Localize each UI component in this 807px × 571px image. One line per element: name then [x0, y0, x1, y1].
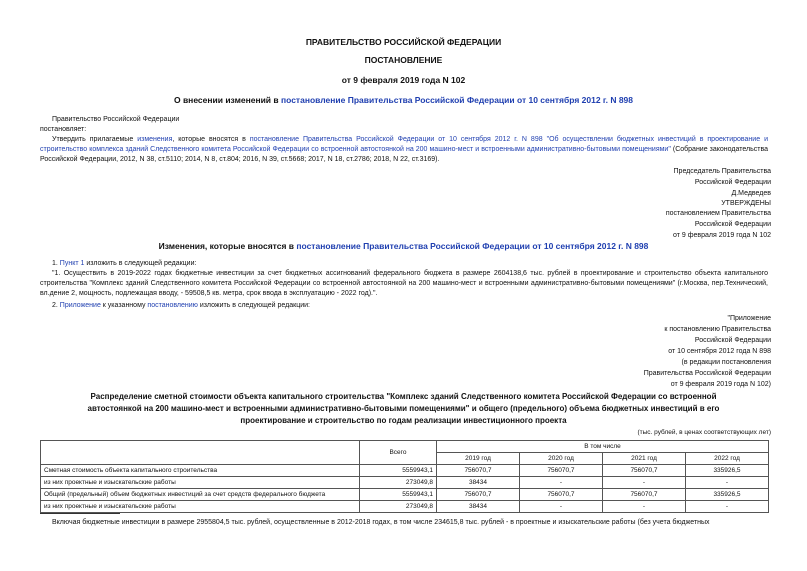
document-title — [0, 95, 807, 105]
units-note: (тыс. рублей, в ценах соответствующих лет) — [637, 429, 771, 436]
row-year-value: 335926,5 — [686, 465, 769, 477]
preamble-line-1: Правительство Российской Федерации — [52, 116, 180, 123]
row-year-value: - — [686, 477, 769, 489]
table-header-year: 2019 год — [437, 453, 520, 465]
table-header-total: Всего — [360, 441, 437, 465]
change-item-1: 1. Пункт 1 изложить в следующей редакции: — [52, 260, 197, 267]
appendix-line-2: к постановлению Правительства — [664, 326, 771, 333]
resolution-ref-link[interactable]: постановлению — [147, 302, 198, 309]
approved-line-4: от 9 февраля 2019 года N 102 — [673, 232, 771, 239]
row-total: 5559943,1 — [360, 465, 437, 477]
changes-link[interactable]: изменения — [137, 136, 173, 143]
row-year-value: 756070,7 — [520, 489, 603, 501]
table-row — [41, 465, 769, 477]
row-year-value: 756070,7 — [437, 489, 520, 501]
table-row — [41, 489, 769, 501]
appendix-line-1: "Приложение — [727, 315, 771, 322]
item1-link[interactable]: Пункт 1 — [59, 260, 85, 267]
signature-name: Д.Медведев — [731, 190, 771, 197]
appendix-line-6: Правительства Российской Федерации — [643, 370, 771, 377]
changes-title: Изменения, которые вносятся в постановление Правительства Российской Федерации от 10 сентября 2012 г. N 898 — [158, 241, 649, 251]
table-row — [41, 501, 769, 513]
appendix-line-7: от 9 февраля 2019 года N 102) — [670, 381, 771, 388]
appendix-link[interactable]: Приложение — [59, 302, 101, 309]
row-year-value: 756070,7 — [603, 465, 686, 477]
footnote: Включая бюджетные инвестиции в размере 2955804,5 тыс. рублей, осуществленные в 2012-2018 годах, в том числе 234615,8 тыс. рублей - в проектные и изыскательские работы (без учета бюджетных — [52, 519, 710, 526]
resolution-link[interactable]: постановление Правительства Российской Федерации от 10 сентября 2012 г. N 898 "Об осуществлении бюджетных инвестиций в проектирование и строительство комплекса зданий Следственного комитета Российской Федерации со встроенной автостоянкой на 200 машино-мест и встроенными административно-бытовыми помещениями" — [40, 136, 768, 153]
approved-line-1: УТВЕРЖДЕНЫ — [721, 200, 771, 207]
row-year-value: 756070,7 — [603, 489, 686, 501]
row-year-value: - — [520, 501, 603, 513]
row-year-value: - — [603, 501, 686, 513]
row-total: 273049,8 — [360, 477, 437, 489]
row-year-value: 756070,7 — [437, 465, 520, 477]
row-year-value: - — [520, 477, 603, 489]
approved-line-2: постановлением Правительства — [665, 210, 771, 217]
table-header-empty — [41, 441, 360, 465]
signature-line-2: Российской Федерации — [694, 179, 771, 186]
preamble-line-2: постановляет: — [40, 126, 87, 133]
row-year-value: 38434 — [437, 501, 520, 513]
table-header-including: В том числе — [437, 441, 769, 453]
row-year-value: 38434 — [437, 477, 520, 489]
approved-line-3: Российской Федерации — [694, 221, 771, 228]
table-header-year: 2022 год — [686, 453, 769, 465]
title-link[interactable]: постановление Правительства Российской Федерации от 10 сентября 2012 г. N 898 — [280, 95, 634, 105]
row-year-value: - — [686, 501, 769, 513]
government-heading: ПРАВИТЕЛЬСТВО РОССИЙСКОЙ ФЕДЕРАЦИИ — [305, 37, 502, 47]
row-year-value: 756070,7 — [520, 465, 603, 477]
distribution-title: Распределение сметной стоимости объекта капитального строительства "Комплекс зданий Следственного комитета Российской Федерации со встроенной автостоянкой на 200 машино-мест и встроенными административно-бытовыми помещениями" и общего (предельного) объема бюджетных инвестиций в его проектирование и строительство по годам реализации инвестиционного проекта — [87, 392, 720, 425]
row-year-value: 335926,5 — [686, 489, 769, 501]
signature-line-1: Председатель Правительства — [673, 168, 771, 175]
table-row — [41, 477, 769, 489]
table-header-year: 2021 год — [603, 453, 686, 465]
row-label: из них проектные и изыскательские работы — [41, 477, 360, 489]
appendix-line-4: от 10 сентября 2012 года N 898 — [668, 348, 771, 355]
change-item-2: 2. Приложение к указанному постановлению изложить в следующей редакции: — [52, 302, 310, 309]
row-label: Общий (предельный) объем бюджетных инвестиций за счет средств федерального бюджета — [41, 489, 360, 501]
document-type: ПОСТАНОВЛЕНИЕ — [364, 55, 443, 65]
row-label: Сметная стоимость объекта капитального строительства — [41, 465, 360, 477]
preamble-paragraph: Утвердить прилагаемые изменения, которые вносятся в постановление Правительства Российской Федерации от 10 сентября 2012 г. N 898 "Об осуществлении бюджетных инвестиций в проектирование и строительство комплекса зданий Следственного комитета Российской Федерации со встроенной автостоянкой на 200 машино-мест и встроенными административно-бытовыми помещениями" (Собрание законодательства Российской Федерации, 2012, N 38, ст.5110; 2014, N 8, ст.804; 2016, N 39, ст.5668; 2017, N 18, ст.2786; 2018, N 22, ст.3169). — [40, 136, 768, 163]
row-year-value: - — [603, 477, 686, 489]
row-label: из них проектные и изыскательские работы — [41, 501, 360, 513]
document-date-number: от 9 февраля 2019 года N 102 — [341, 75, 466, 85]
appendix-line-5: (в редакции постановления — [681, 359, 771, 366]
row-total: 5559943,1 — [360, 489, 437, 501]
footnote-divider — [40, 513, 120, 514]
appendix-line-3: Российской Федерации — [694, 337, 771, 344]
title-prefix: О внесении изменений в — [173, 95, 281, 105]
distribution-table — [40, 440, 769, 513]
table-header-year: 2020 год — [520, 453, 603, 465]
changes-title-link[interactable]: постановление Правительства Российской Федерации от 10 сентября 2012 г. N 898 — [296, 241, 649, 251]
change-item-1-text: "1. Осуществить в 2019-2022 годах бюджетные инвестиции за счет бюджетных ассигнований федерального бюджета в размере 2604138,6 тыс. рублей в проектирование и строительство объекта капитального строительства "Комплекс зданий Следственного комитета Российской Федерации со встроенной автостоянкой на 200 машино-мест и встроенными административно-бытовыми помещениями" (г.Москва, пер.Технический, вл.дение 2, мощность, подлежащая вводу, - 59508,5 кв. метра, срок ввода в эксплуатацию - 2022 год).". — [40, 270, 768, 297]
row-total: 273049,8 — [360, 501, 437, 513]
